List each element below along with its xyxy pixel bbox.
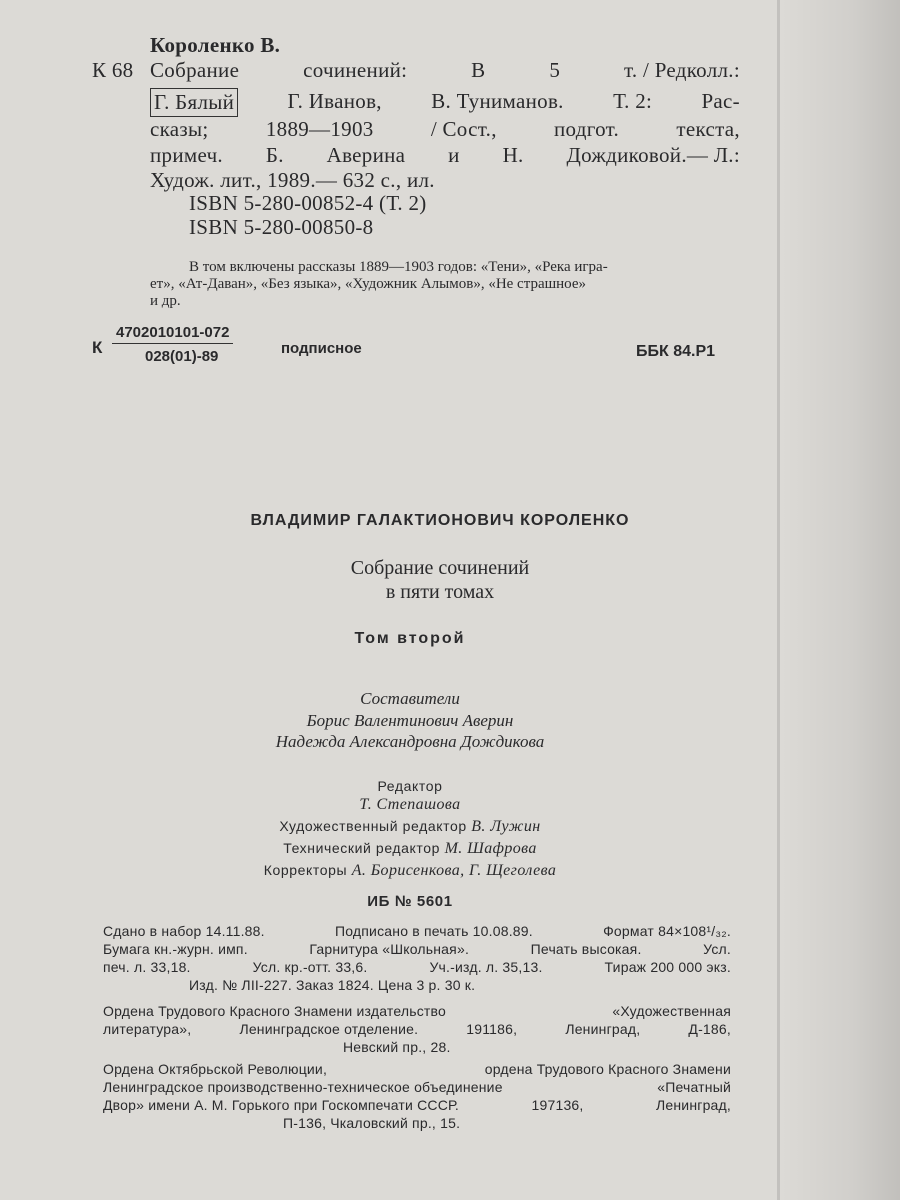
catalog-line-4: примеч. Б. Аверина и Н. Дождиковой.— Л.:	[150, 143, 740, 167]
book-author: ВЛАДИМИР ГАЛАКТИОНОВИЧ КОРОЛЕНКО	[250, 512, 630, 529]
catalog-line-5: Худож. лит., 1989.— 632 с., ил.	[150, 168, 435, 192]
catalog-fraction-top: 4702010101-072	[112, 324, 233, 344]
abstract-line-2: ет», «Ат-Даван», «Без языка», «Художник Алымов», «Не страшное»	[150, 276, 587, 292]
compiler-2: Надежда Александровна Дождикова	[275, 732, 545, 751]
ib-number: ИБ № 5601	[367, 893, 453, 910]
compilers-label: Составители	[360, 689, 460, 708]
editor-name-boxed: Г. Бялый	[150, 88, 238, 117]
compiler-1: Борис Валентинович Аверин	[306, 711, 514, 730]
imprint-print-data: Сдано в набор 14.11.88. Подписано в печать 10.08.89. Формат 84×108¹/₃₂. Бумага кн.-журн. имп. Гарнитура «Школьная». Печать высокая. Усл. печ. л. 33,18. Усл. кр.-отт. 33,6. Уч.-изд. л. 35,13. Тираж 200 000 экз. Изд. № ЛII-227. Заказ 1824. Цена 3 р. 30 к.	[103, 923, 731, 993]
imprint-publisher: Ордена Трудового Красного Знамени издательство «Художественная литература», Ленинградское отделение. 191186, Ленинград, Д-186, Невский пр., 28.	[103, 1003, 731, 1055]
correctors: Корректоры А. Борисенкова, Г. Щеголева	[263, 862, 557, 879]
catalog-code: К 68	[92, 58, 134, 82]
page-shadow	[780, 0, 900, 1200]
book-title-line-1: Собрание сочинений	[350, 557, 530, 579]
catalog-line-2: Г. Бялый Г. Иванов, В. Туниманов. Т. 2: Рас-	[150, 88, 740, 117]
abstract-line-1: В том включены рассказы 1889—1903 годов: «Тени», «Река игра-	[189, 259, 608, 275]
abstract-line-3: и др.	[150, 293, 181, 309]
tech-editor: Технический редактор М. Шафрова	[283, 840, 537, 857]
catalog-k-letter: К	[92, 338, 103, 357]
catalog-line-1: Собрание сочинений: В 5 т. / Редколл.:	[150, 58, 740, 82]
subscription-label: подписное	[281, 340, 362, 357]
editor-label: Редактор	[377, 778, 443, 794]
art-editor: Художественный редактор В. Лужин	[279, 818, 541, 835]
isbn-volume: ISBN 5-280-00852-4 (Т. 2)	[189, 191, 427, 215]
imprint-printer: Ордена Октябрьской Революции, ордена Трудового Красного Знамени Ленинградское производственно-техническое объединение «Печатный Двор» имени А. М. Горького при Госкомпечати СССР. 197136, Ленинград, П-136, Чкаловский пр., 15.	[103, 1061, 731, 1131]
catalog-fraction-bottom: 028(01)-89	[145, 348, 219, 365]
catalog-line-3: сказы; 1889—1903 / Сост., подгот. текста,	[150, 117, 740, 141]
editor-name: Т. Степашова	[359, 796, 461, 813]
catalog-author: Короленко В.	[150, 33, 281, 57]
book-title-line-2: в пяти томах	[385, 581, 495, 603]
isbn-set: ISBN 5-280-00850-8	[189, 215, 374, 239]
bbk-code: ББК 84.Р1	[636, 343, 716, 360]
page-fold	[777, 0, 780, 1200]
volume-label: Том второй	[354, 630, 466, 647]
